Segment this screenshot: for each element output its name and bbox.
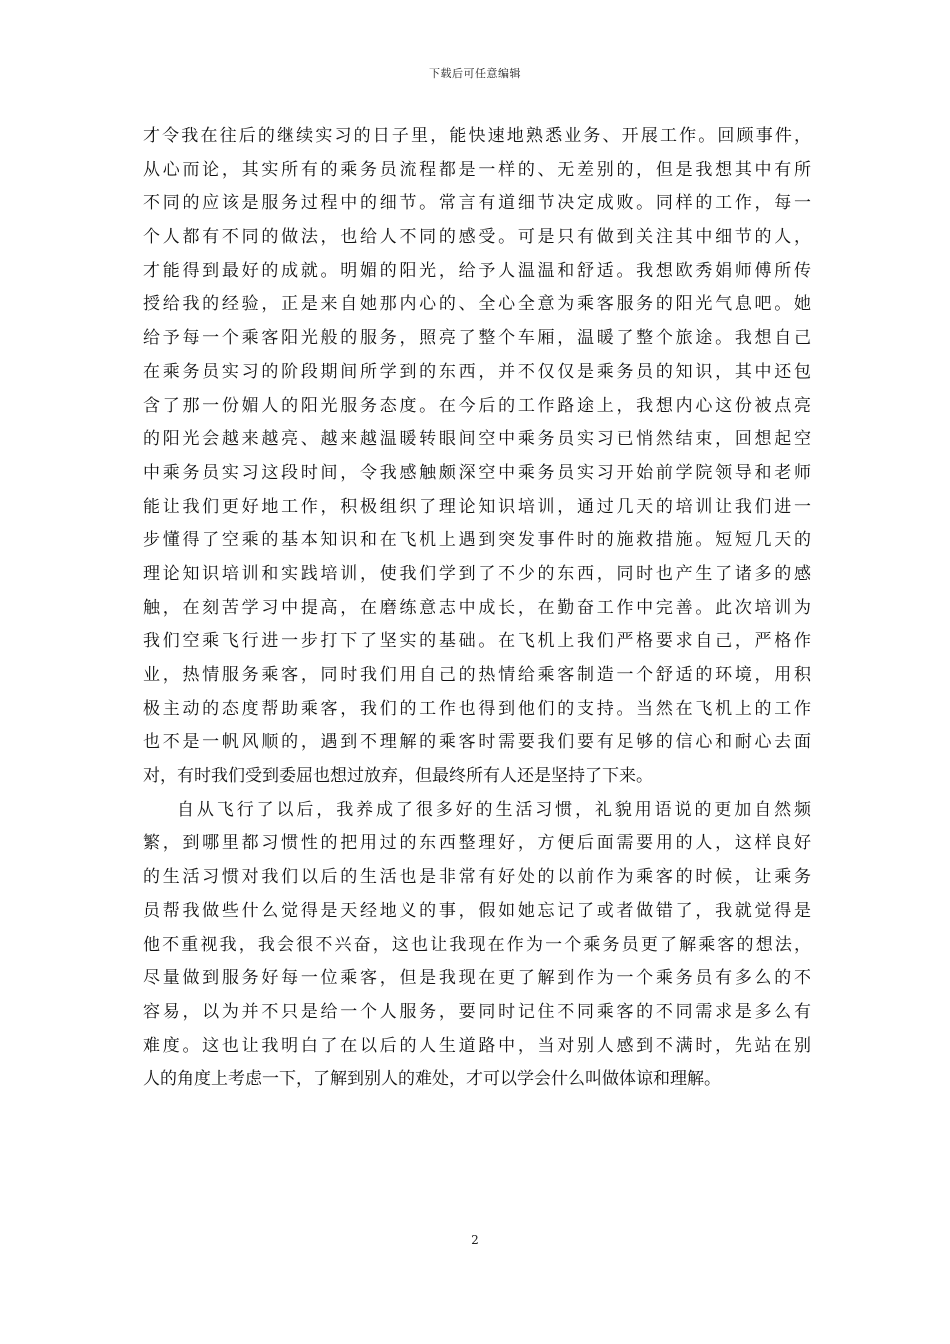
text-line: 步懂得了空乘的基本知识和在飞机上遇到突发事件时的施救措施。短短几天的 [143, 530, 811, 551]
text-line: 人的角度上考虑一下，了解到别人的难处，才可以学会什么叫做体谅和理解。 [143, 1069, 721, 1090]
text-line: 业，热情服务乘客，同时我们用自己的热情给乘客制造一个舒适的环境，用积 [143, 665, 811, 685]
text-line: 也不是一帆风顺的，遇到不理解的乘客时需要我们要有足够的信心和耐心去面 [143, 732, 811, 753]
text-line: 在乘务员实习的阶段期间所学到的东西，并不仅仅是乘务员的知识，其中还包 [143, 361, 811, 382]
text-line: 触，在刻苦学习中提高，在磨练意志中成长，在勤奋工作中完善。此次培训为 [143, 597, 811, 618]
text-line: 员帮我做些什么觉得是天经地义的事，假如她忘记了或者做错了，我就觉得是 [143, 900, 811, 921]
text-line: 能让我们更好地工作，积极组织了理论知识培训，通过几天的培训让我们进一 [143, 496, 811, 517]
text-line: 容易，以为并不只是给一个人服务，要同时记住不同乘客的不同需求是多么有 [143, 1001, 811, 1022]
text-line: 自从飞行了以后，我养成了很多好的生活习惯，礼貌用语说的更加自然频 [177, 799, 811, 820]
text-line: 尽量做到服务好每一位乘客，但是我现在更了解到作为一个乘务员有多么的不 [143, 968, 811, 989]
text-line: 理论知识培训和实践培训，使我们学到了不少的东西，同时也产生了诸多的感 [143, 563, 811, 584]
text-line: 中乘务员实习这段时间，令我感触颇深空中乘务员实习开始前学院领导和老师 [143, 462, 811, 483]
text-line: 从心而论，其实所有的乘务员流程都是一样的、无差别的，但是我想其中有所 [143, 159, 811, 180]
text-line: 不同的应该是服务过程中的细节。常言有道细节决定成败。同样的工作，每一 [143, 193, 811, 214]
text-line: 才令我在往后的继续实习的日子里，能快速地熟悉业务、开展工作。回顾事件， [143, 126, 811, 146]
text-line: 的生活习惯对我们以后的生活也是非常有好处的以前作为乘客的时候，让乘务 [143, 867, 811, 888]
document-body [143, 120, 811, 1097]
text-line: 难度。这也让我明白了在以后的人生道路中，当对别人感到不满时，先站在别 [143, 1035, 811, 1056]
text-line: 我们空乘飞行进一步打下了坚实的基础。在飞机上我们严格要求自己，严格作 [143, 631, 811, 652]
text-line: 才能得到最好的成就。明媚的阳光，给予人温温和舒适。我想欧秀娟师傅所传 [143, 260, 811, 281]
text-line: 对，有时我们受到委屈也想过放弃，但最终所有人还是坚持了下来。 [143, 766, 653, 787]
page-header: 下载后可任意编辑 [429, 67, 521, 80]
text-line: 的阳光会越来越亮、越来越温暖转眼间空中乘务员实习已悄然结束，回想起空 [143, 429, 811, 450]
text-line: 极主动的态度帮助乘客，我们的工作也得到他们的支持。当然在飞机上的工作 [143, 698, 811, 719]
text-line: 繁，到哪里都习惯性的把用过的东西整理好，方便后面需要用的人，这样良好 [143, 833, 811, 854]
paragraph-2 [143, 794, 811, 1097]
text-line: 个人都有不同的做法，也给人不同的感受。可是只有做到关注其中细节的人， [143, 227, 811, 248]
text-line: 含了那一份媚人的阳光服务态度。在今后的工作路途上，我想内心这份被点亮 [143, 395, 811, 416]
text-line: 他不重视我，我会很不兴奋，这也让我现在作为一个乘务员更了解乘客的想法， [143, 934, 811, 955]
text-line: 授给我的经验，正是来自她那内心的、全心全意为乘客服务的阳光气息吧。她 [143, 294, 811, 315]
paragraph-1 [143, 120, 811, 794]
page-number: 2 [471, 1233, 479, 1247]
text-line: 给予每一个乘客阳光般的服务，照亮了整个车厢，温暖了整个旅途。我想自己 [143, 328, 811, 349]
